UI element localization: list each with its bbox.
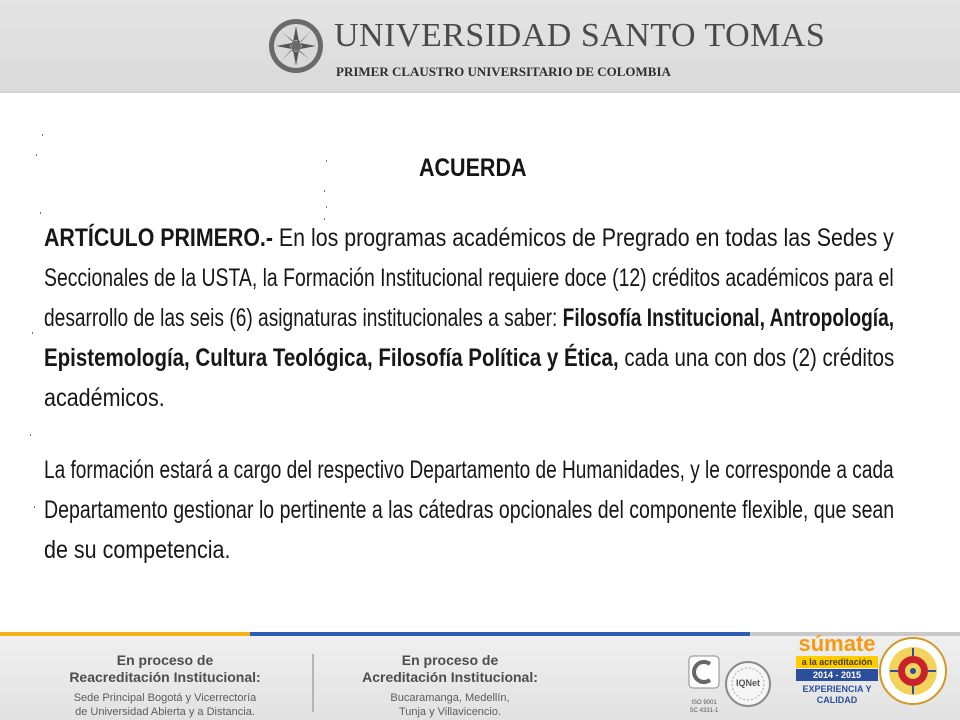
bold-text-segment: Epistemología, Cultura Teológica, Filosofía Política y Ética, — [44, 344, 619, 372]
reaccreditation-line1: En proceso de — [116, 652, 214, 668]
footer-bar — [0, 632, 960, 720]
sumate-tagline: EXPERIENCIA Y CALIDAD — [802, 684, 872, 705]
accreditation-detail1: Bucaramanga, Medellín, — [390, 692, 510, 704]
text-line — [44, 496, 894, 525]
text-segment: de su competencia. — [44, 536, 231, 564]
text-segment: La formación estará a cargo del respectivo Departamento de Humanidades, y le corresponde a cada — [44, 456, 894, 484]
cert-code-label: SC 4331-1 — [689, 708, 719, 714]
sumate-subtitle: a la acreditación — [796, 656, 878, 668]
footer-stripe-yellow — [0, 632, 250, 636]
scanned-document — [0, 92, 960, 632]
institutional-accreditation-badge-icon — [878, 636, 948, 706]
text-line — [44, 344, 894, 373]
university-name: UNIVERSIDAD SANTO TOMAS — [334, 17, 826, 54]
footer-divider — [312, 654, 314, 712]
sumate-years: 2014 - 2015 — [796, 669, 878, 681]
text-line — [44, 536, 230, 565]
reaccreditation-detail1: Sede Principal Bogotá y Vicerrectoría — [73, 692, 257, 704]
text-segment: desarrollo de las seis (6) asignaturas institucionales a saber: — [44, 304, 563, 332]
accreditation-line2: Acreditación Institucional: — [362, 669, 538, 685]
university-seal-icon — [268, 18, 324, 74]
cert-iqnet-label: IQNet — [735, 678, 760, 688]
text-segment: Departamento gestionar lo pertinente a las cátedras opcionales del componente flexible, que sean — [44, 496, 895, 524]
text-line — [44, 304, 894, 333]
cert-iso-label: ISO 9001 — [691, 700, 717, 706]
text-segment: académicos. — [44, 384, 165, 412]
text-line — [44, 224, 894, 253]
bold-text-segment: ARTÍCULO PRIMERO.- — [44, 224, 273, 252]
footer-stripe-blue — [250, 632, 750, 636]
icontec-certification-icon — [686, 654, 722, 712]
reaccreditation-detail2: de Universidad Abierta y a Distancia. — [75, 706, 255, 718]
text-segment: cada una con dos (2) créditos — [618, 344, 895, 372]
text-segment: En los programas académicos de Pregrado en todas las Sedes y — [272, 224, 894, 252]
bold-text-segment: Filosofía Institucional, Antropología, — [562, 304, 895, 332]
text-line — [44, 264, 894, 293]
accreditation-detail2: Tunja y Villavicencio. — [398, 706, 502, 718]
sumate-accreditation-logo — [794, 632, 880, 704]
text-line — [44, 384, 165, 413]
reaccreditation-line2: Reacreditación Institucional: — [69, 669, 261, 685]
text-segment: Seccionales de la USTA, la Formación Institucional requiere doce (12) créditos académicos para el — [44, 264, 894, 292]
text-line — [44, 456, 894, 485]
sumate-word: súmate — [798, 631, 876, 656]
university-tagline: PRIMER CLAUSTRO UNIVERSITARIO DE COLOMBIA — [336, 64, 671, 79]
header-banner — [0, 0, 960, 93]
document-heading: ACUERDA — [419, 154, 527, 182]
accreditation-block — [350, 652, 550, 719]
iqnet-certification-icon — [724, 660, 772, 708]
accreditation-line1: En proceso de — [401, 652, 499, 668]
reaccreditation-block — [60, 652, 270, 719]
